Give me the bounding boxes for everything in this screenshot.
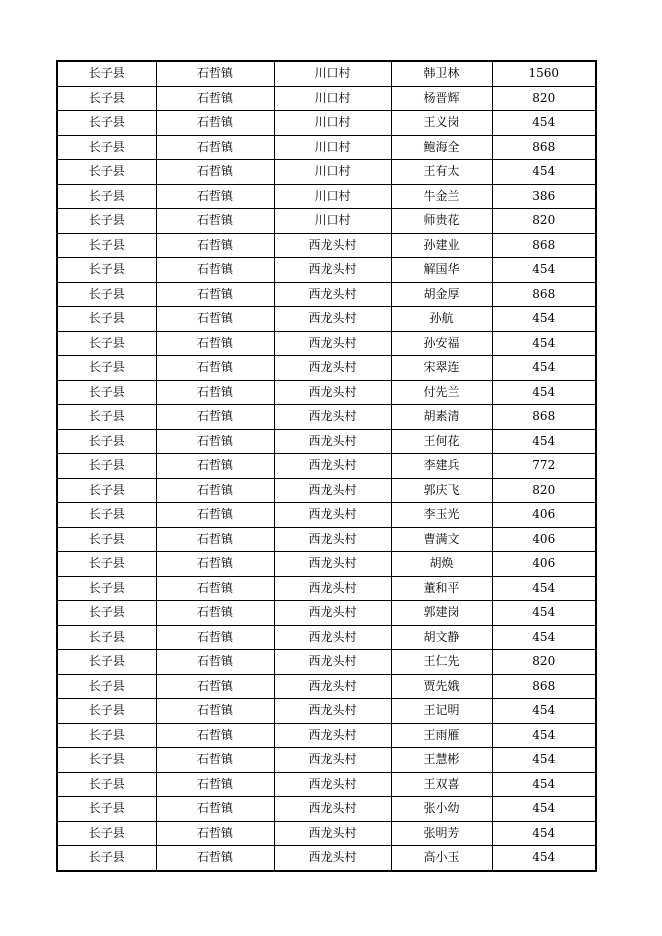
table-row	[57, 699, 596, 724]
table-row	[57, 209, 596, 234]
amount-cell: 454	[492, 601, 596, 626]
town-cell: 石哲镇	[156, 748, 274, 773]
village-cell: 西龙头村	[274, 674, 391, 699]
county-cell: 长子县	[57, 674, 156, 699]
table-row	[57, 503, 596, 528]
town-cell: 石哲镇	[156, 723, 274, 748]
amount-cell: 454	[492, 821, 596, 846]
amount-cell: 406	[492, 527, 596, 552]
village-cell: 西龙头村	[274, 478, 391, 503]
amount-cell: 386	[492, 184, 596, 209]
town-cell: 石哲镇	[156, 258, 274, 283]
town-cell: 石哲镇	[156, 601, 274, 626]
village-cell: 川口村	[274, 160, 391, 185]
county-cell: 长子县	[57, 405, 156, 430]
county-cell: 长子县	[57, 61, 156, 86]
town-cell: 石哲镇	[156, 111, 274, 136]
village-cell: 西龙头村	[274, 380, 391, 405]
name-cell: 郭建岗	[391, 601, 492, 626]
town-cell: 石哲镇	[156, 699, 274, 724]
table-row	[57, 282, 596, 307]
name-cell: 王有太	[391, 160, 492, 185]
amount-cell: 454	[492, 748, 596, 773]
amount-cell: 820	[492, 86, 596, 111]
county-cell: 长子县	[57, 846, 156, 871]
amount-cell: 454	[492, 625, 596, 650]
amount-cell: 454	[492, 160, 596, 185]
amount-cell: 868	[492, 135, 596, 160]
amount-cell: 820	[492, 478, 596, 503]
county-cell: 长子县	[57, 503, 156, 528]
table-row	[57, 748, 596, 773]
town-cell: 石哲镇	[156, 527, 274, 552]
county-cell: 长子县	[57, 209, 156, 234]
name-cell: 师贵花	[391, 209, 492, 234]
village-cell: 西龙头村	[274, 846, 391, 871]
amount-cell: 868	[492, 282, 596, 307]
county-cell: 长子县	[57, 282, 156, 307]
village-cell: 西龙头村	[274, 552, 391, 577]
town-cell: 石哲镇	[156, 478, 274, 503]
town-cell: 石哲镇	[156, 429, 274, 454]
county-cell: 长子县	[57, 184, 156, 209]
name-cell: 解国华	[391, 258, 492, 283]
village-cell: 西龙头村	[274, 601, 391, 626]
table-body	[57, 61, 596, 871]
town-cell: 石哲镇	[156, 184, 274, 209]
county-cell: 长子县	[57, 111, 156, 136]
amount-cell: 454	[492, 723, 596, 748]
village-cell: 西龙头村	[274, 821, 391, 846]
amount-cell: 1560	[492, 61, 596, 86]
table-row	[57, 160, 596, 185]
village-cell: 川口村	[274, 184, 391, 209]
town-cell: 石哲镇	[156, 307, 274, 332]
county-cell: 长子县	[57, 233, 156, 258]
amount-cell: 454	[492, 699, 596, 724]
county-cell: 长子县	[57, 331, 156, 356]
name-cell: 郭庆飞	[391, 478, 492, 503]
amount-cell: 820	[492, 209, 596, 234]
table-row	[57, 527, 596, 552]
table-row	[57, 86, 596, 111]
table-row	[57, 380, 596, 405]
village-cell: 西龙头村	[274, 748, 391, 773]
town-cell: 石哲镇	[156, 356, 274, 381]
table-row	[57, 478, 596, 503]
name-cell: 李玉光	[391, 503, 492, 528]
town-cell: 石哲镇	[156, 674, 274, 699]
name-cell: 张小幼	[391, 797, 492, 822]
village-cell: 西龙头村	[274, 576, 391, 601]
town-cell: 石哲镇	[156, 233, 274, 258]
village-cell: 西龙头村	[274, 258, 391, 283]
village-cell: 西龙头村	[274, 772, 391, 797]
town-cell: 石哲镇	[156, 846, 274, 871]
county-cell: 长子县	[57, 772, 156, 797]
table-row	[57, 650, 596, 675]
name-cell: 付先兰	[391, 380, 492, 405]
town-cell: 石哲镇	[156, 61, 274, 86]
town-cell: 石哲镇	[156, 576, 274, 601]
county-cell: 长子县	[57, 723, 156, 748]
county-cell: 长子县	[57, 797, 156, 822]
village-cell: 川口村	[274, 111, 391, 136]
name-cell: 胡文静	[391, 625, 492, 650]
name-cell: 李建兵	[391, 454, 492, 479]
town-cell: 石哲镇	[156, 331, 274, 356]
village-cell: 西龙头村	[274, 233, 391, 258]
name-cell: 贾先娥	[391, 674, 492, 699]
county-cell: 长子县	[57, 699, 156, 724]
amount-cell: 454	[492, 797, 596, 822]
name-cell: 孙建业	[391, 233, 492, 258]
village-cell: 西龙头村	[274, 527, 391, 552]
name-cell: 韩卫林	[391, 61, 492, 86]
village-cell: 川口村	[274, 86, 391, 111]
amount-cell: 454	[492, 429, 596, 454]
town-cell: 石哲镇	[156, 209, 274, 234]
town-cell: 石哲镇	[156, 282, 274, 307]
table-row	[57, 61, 596, 86]
town-cell: 石哲镇	[156, 650, 274, 675]
name-cell: 董和平	[391, 576, 492, 601]
county-cell: 长子县	[57, 160, 156, 185]
village-cell: 西龙头村	[274, 307, 391, 332]
table-row	[57, 625, 596, 650]
village-cell: 西龙头村	[274, 356, 391, 381]
county-cell: 长子县	[57, 576, 156, 601]
village-cell: 西龙头村	[274, 625, 391, 650]
amount-cell: 454	[492, 576, 596, 601]
amount-cell: 406	[492, 503, 596, 528]
village-cell: 西龙头村	[274, 723, 391, 748]
table-row	[57, 772, 596, 797]
name-cell: 胡金厚	[391, 282, 492, 307]
table-row	[57, 723, 596, 748]
village-cell: 西龙头村	[274, 405, 391, 430]
name-cell: 王何花	[391, 429, 492, 454]
table-row	[57, 797, 596, 822]
county-cell: 长子县	[57, 625, 156, 650]
name-cell: 牛金兰	[391, 184, 492, 209]
amount-cell: 454	[492, 846, 596, 871]
village-cell: 西龙头村	[274, 503, 391, 528]
table-row	[57, 111, 596, 136]
town-cell: 石哲镇	[156, 405, 274, 430]
town-cell: 石哲镇	[156, 797, 274, 822]
town-cell: 石哲镇	[156, 821, 274, 846]
table-row	[57, 184, 596, 209]
name-cell: 王义岗	[391, 111, 492, 136]
county-cell: 长子县	[57, 821, 156, 846]
town-cell: 石哲镇	[156, 135, 274, 160]
table-row	[57, 233, 596, 258]
county-cell: 长子县	[57, 135, 156, 160]
county-cell: 长子县	[57, 380, 156, 405]
amount-cell: 454	[492, 258, 596, 283]
name-cell: 胡素清	[391, 405, 492, 430]
table-row	[57, 405, 596, 430]
county-cell: 长子县	[57, 454, 156, 479]
amount-cell: 406	[492, 552, 596, 577]
town-cell: 石哲镇	[156, 160, 274, 185]
village-cell: 西龙头村	[274, 454, 391, 479]
county-cell: 长子县	[57, 748, 156, 773]
name-cell: 宋翠连	[391, 356, 492, 381]
name-cell: 孙安福	[391, 331, 492, 356]
county-cell: 长子县	[57, 552, 156, 577]
name-cell: 王记明	[391, 699, 492, 724]
amount-cell: 868	[492, 405, 596, 430]
table-row	[57, 331, 596, 356]
name-cell: 张明芳	[391, 821, 492, 846]
name-cell: 王雨雁	[391, 723, 492, 748]
amount-cell: 820	[492, 650, 596, 675]
amount-cell: 454	[492, 772, 596, 797]
table-row	[57, 552, 596, 577]
county-cell: 长子县	[57, 86, 156, 111]
amount-cell: 454	[492, 111, 596, 136]
town-cell: 石哲镇	[156, 86, 274, 111]
village-cell: 西龙头村	[274, 429, 391, 454]
name-cell: 鲍海全	[391, 135, 492, 160]
town-cell: 石哲镇	[156, 552, 274, 577]
town-cell: 石哲镇	[156, 503, 274, 528]
table-row	[57, 821, 596, 846]
county-cell: 长子县	[57, 258, 156, 283]
village-cell: 川口村	[274, 61, 391, 86]
town-cell: 石哲镇	[156, 380, 274, 405]
amount-cell: 868	[492, 674, 596, 699]
amount-cell: 868	[492, 233, 596, 258]
table-row	[57, 307, 596, 332]
county-cell: 长子县	[57, 650, 156, 675]
name-cell: 王仁先	[391, 650, 492, 675]
table-row	[57, 601, 596, 626]
county-cell: 长子县	[57, 527, 156, 552]
county-cell: 长子县	[57, 601, 156, 626]
table-row	[57, 258, 596, 283]
village-cell: 川口村	[274, 209, 391, 234]
amount-cell: 454	[492, 331, 596, 356]
table-row	[57, 674, 596, 699]
table-row	[57, 429, 596, 454]
village-cell: 西龙头村	[274, 699, 391, 724]
data-table	[56, 60, 597, 872]
county-cell: 长子县	[57, 307, 156, 332]
town-cell: 石哲镇	[156, 772, 274, 797]
amount-cell: 454	[492, 307, 596, 332]
amount-cell: 454	[492, 356, 596, 381]
name-cell: 高小玉	[391, 846, 492, 871]
table-row	[57, 135, 596, 160]
name-cell: 王双喜	[391, 772, 492, 797]
county-cell: 长子县	[57, 429, 156, 454]
table-row	[57, 356, 596, 381]
name-cell: 曹满文	[391, 527, 492, 552]
town-cell: 石哲镇	[156, 625, 274, 650]
village-cell: 西龙头村	[274, 282, 391, 307]
village-cell: 西龙头村	[274, 797, 391, 822]
village-cell: 川口村	[274, 135, 391, 160]
name-cell: 杨晋辉	[391, 86, 492, 111]
table-row	[57, 454, 596, 479]
town-cell: 石哲镇	[156, 454, 274, 479]
county-cell: 长子县	[57, 356, 156, 381]
amount-cell: 772	[492, 454, 596, 479]
name-cell: 王慧彬	[391, 748, 492, 773]
village-cell: 西龙头村	[274, 650, 391, 675]
name-cell: 孙航	[391, 307, 492, 332]
table-row	[57, 576, 596, 601]
data-sheet	[56, 60, 595, 872]
table-row	[57, 846, 596, 871]
village-cell: 西龙头村	[274, 331, 391, 356]
name-cell: 胡焕	[391, 552, 492, 577]
county-cell: 长子县	[57, 478, 156, 503]
amount-cell: 454	[492, 380, 596, 405]
